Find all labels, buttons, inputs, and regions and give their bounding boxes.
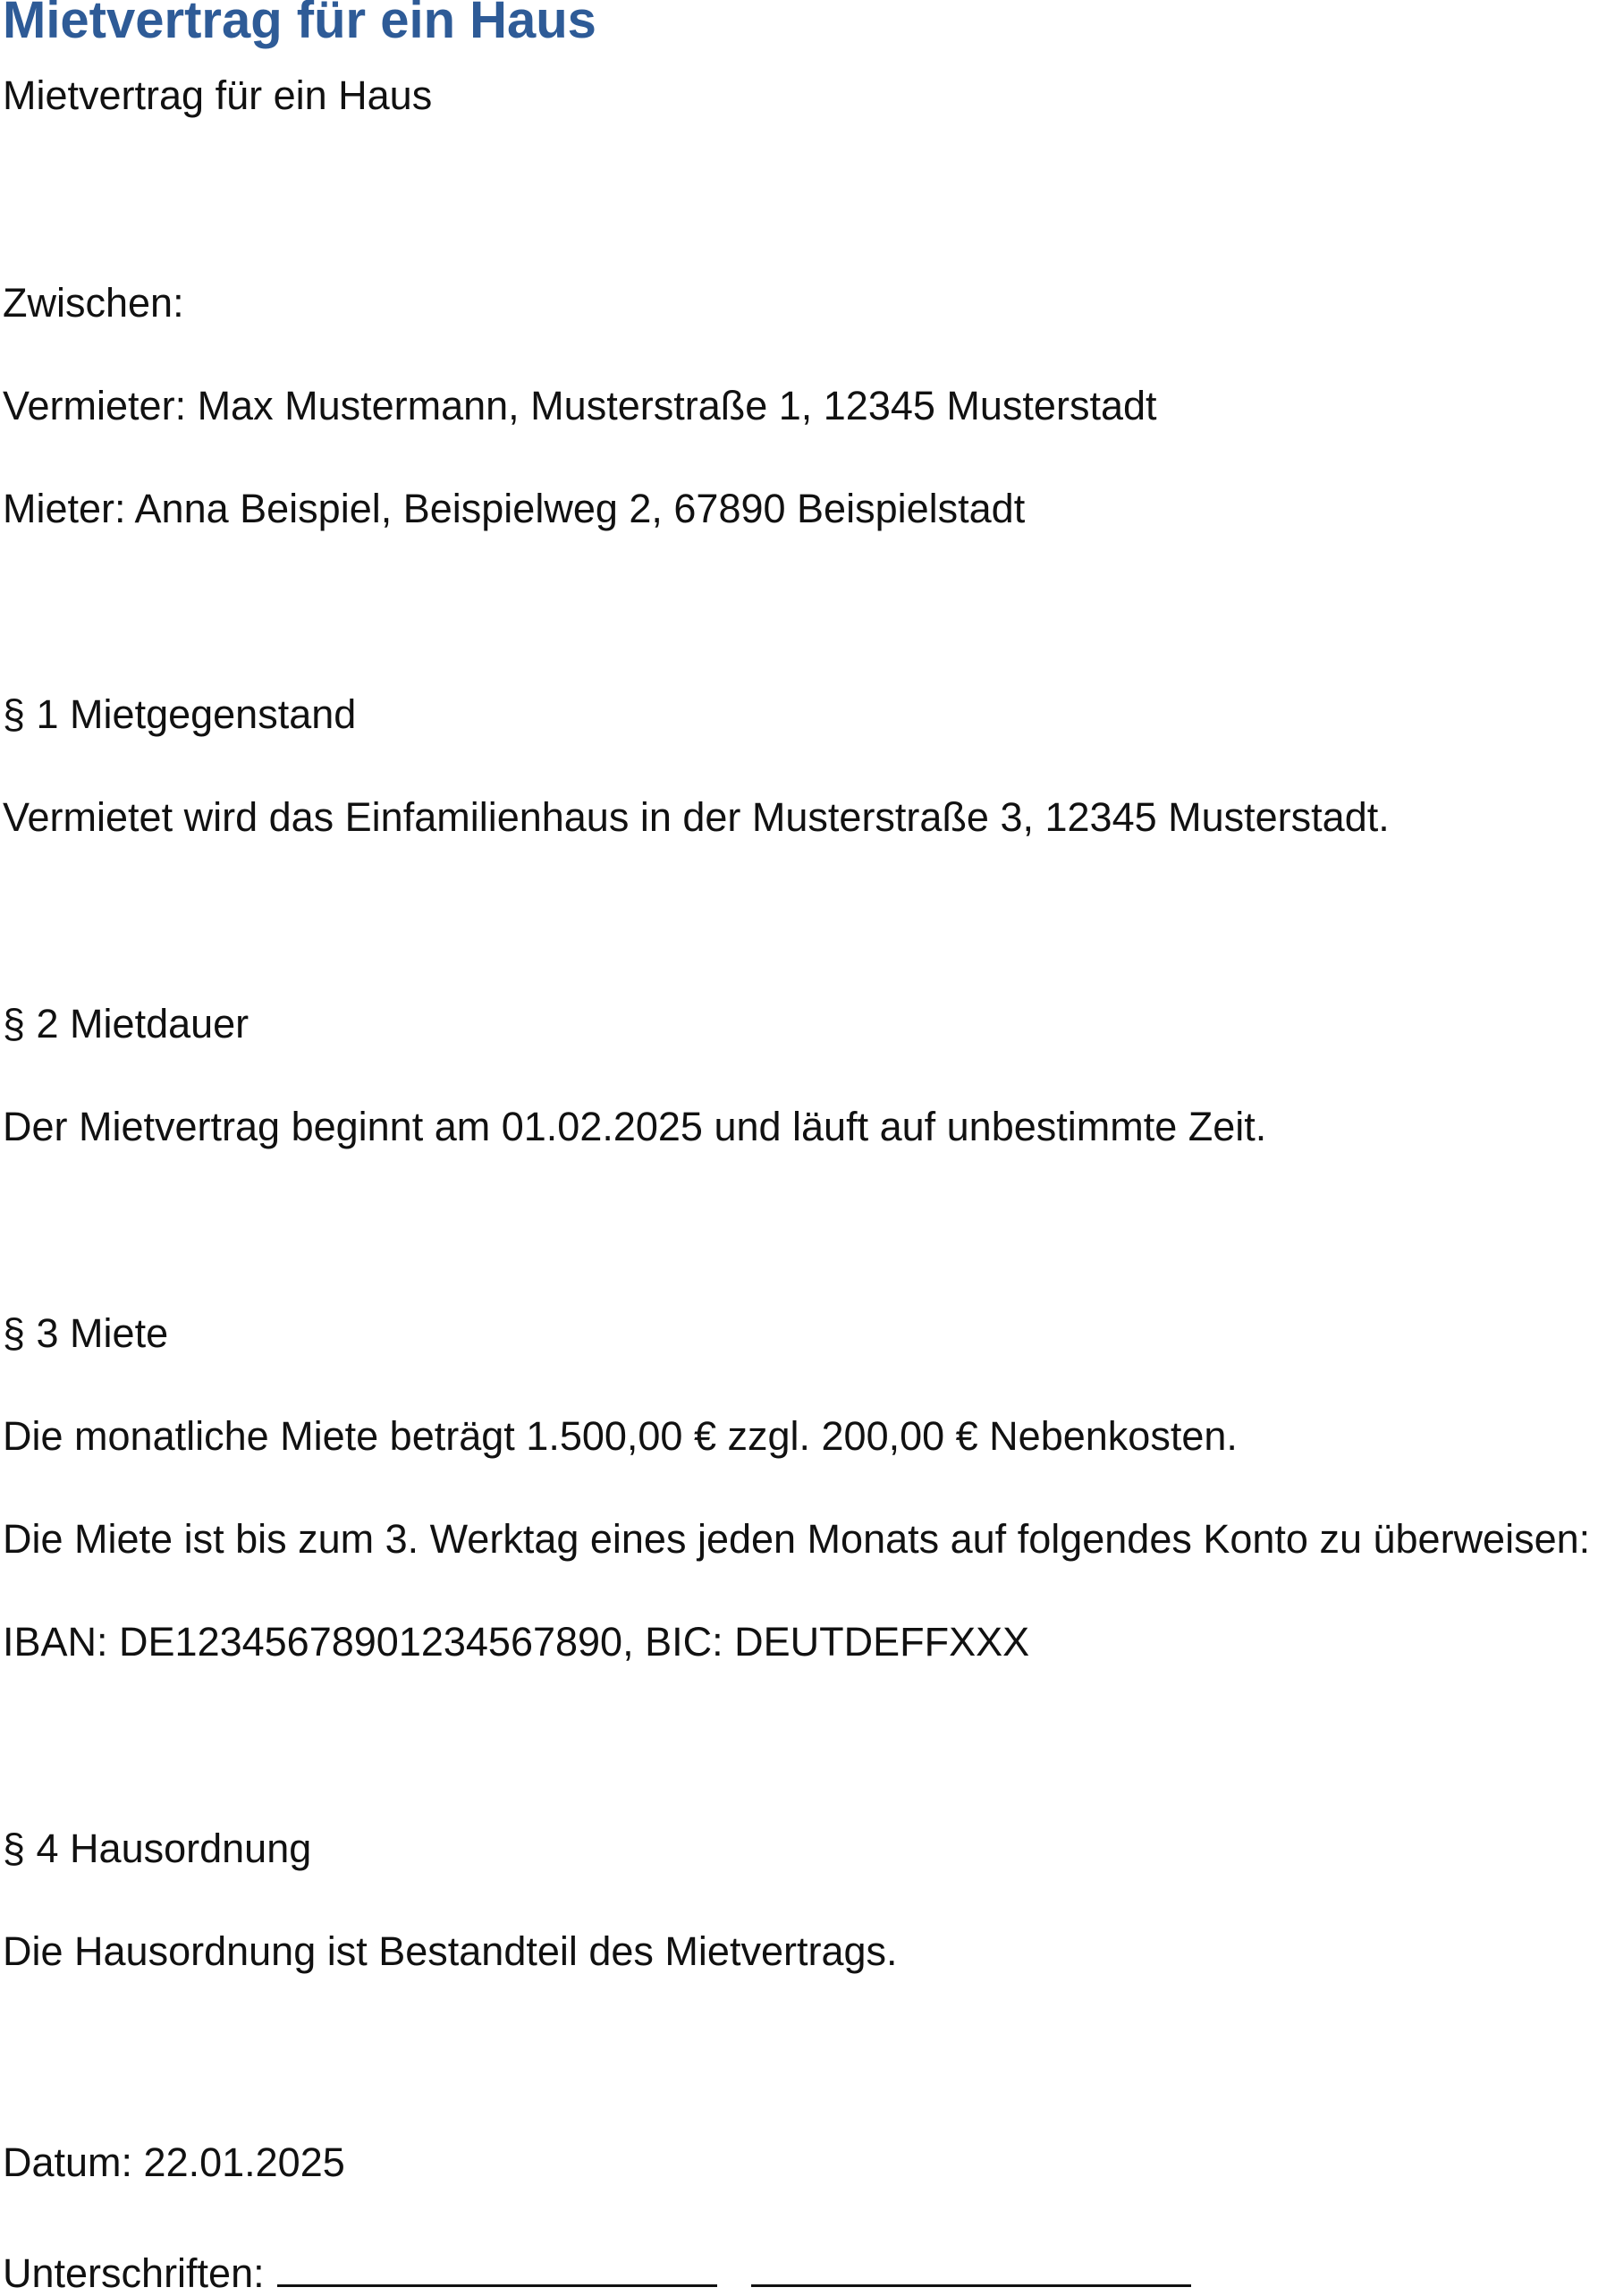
section-3-text-bank: IBAN: DE12345678901234567890, BIC: DEUTDEFFXXX [3, 1619, 1030, 1665]
date-line: Datum: 22.01.2025 [3, 2139, 345, 2185]
parties-intro: Zwischen: [3, 280, 184, 326]
signature-line-tenant[interactable] [751, 2245, 1191, 2287]
section-2-text: Der Mietvertrag beginnt am 01.02.2025 und läuft auf unbestimmte Zeit. [3, 1104, 1267, 1149]
signature-row [3, 2245, 1191, 2296]
document-heading: Mietvertrag für ein Haus [3, 0, 596, 49]
section-3-text-payment: Die Miete ist bis zum 3. Werktag eines jeden Monats auf folgendes Konto zu überweisen: [3, 1516, 1591, 1562]
section-1-title: § 1 Mietgegenstand [3, 691, 357, 737]
section-3-title: § 3 Miete [3, 1310, 169, 1356]
section-4-text: Die Hausordnung ist Bestandteil des Mietvertrags. [3, 1928, 898, 1974]
section-1-text: Vermietet wird das Einfamilienhaus in der Musterstraße 3, 12345 Musterstadt. [3, 794, 1390, 840]
tenant-line: Mieter: Anna Beispiel, Beispielweg 2, 67890 Beispielstadt [3, 486, 1026, 531]
section-2-title: § 2 Mietdauer [3, 1001, 249, 1046]
signatures-label: Unterschriften: [3, 2250, 265, 2296]
document-subtitle: Mietvertrag für ein Haus [3, 72, 433, 118]
signature-line-landlord[interactable] [277, 2245, 717, 2287]
landlord-line: Vermieter: Max Mustermann, Musterstraße 1, 12345 Musterstadt [3, 383, 1157, 428]
section-3-text-rent: Die monatliche Miete beträgt 1.500,00 € zzgl. 200,00 € Nebenkosten. [3, 1413, 1238, 1459]
section-4-title: § 4 Hausordnung [3, 1826, 312, 1871]
